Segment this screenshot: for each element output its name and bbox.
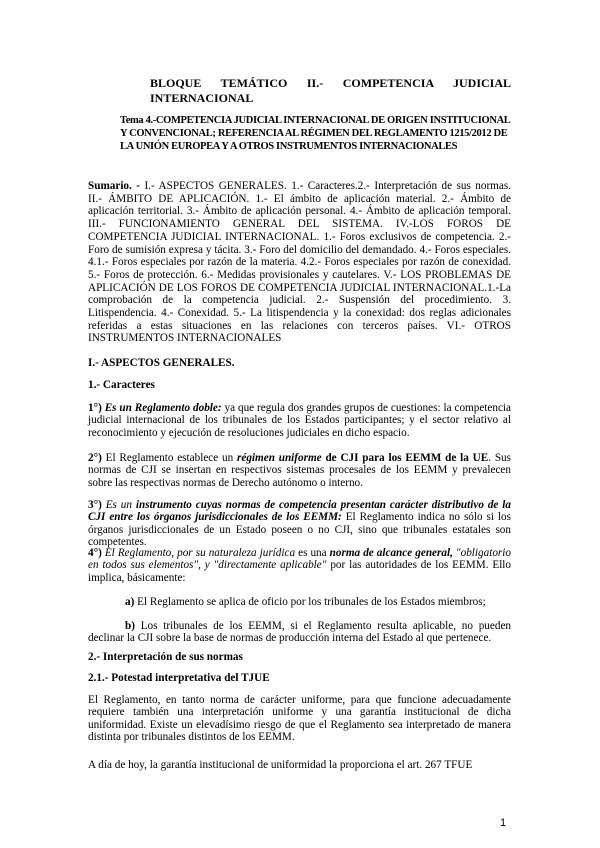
- p2-text-a: El Reglamento establece un: [101, 452, 238, 464]
- p4-emphasis: norma de alcance general,: [329, 547, 453, 559]
- subsection-interpretacion: 2.- Interpretación de sus normas: [88, 651, 243, 663]
- heading-line-1: BLOQUE TEMÁTICO II.- COMPETENCIA JUDICIAL: [150, 76, 511, 90]
- paragraph-6: A día de hoy, la garantía institucional de uniformidad la proporciona el art. 267 TFUE: [88, 759, 473, 771]
- pb-text: Los tribunales de los EEMM, si el Reglamento resulta aplicable, no pueden declinar la CJI sobre la base de normas de producción interna del Estado al que pertenece.: [88, 620, 511, 645]
- p4-number: 4°): [88, 547, 102, 559]
- pa-label: a): [125, 596, 135, 608]
- heading-line-2: INTERNACIONAL: [150, 91, 254, 105]
- p4-italic-1: El Reglamento, por su naturaleza jurídica: [101, 547, 296, 559]
- paragraph-2: [88, 452, 511, 489]
- p3-italic: Es un: [101, 499, 136, 511]
- summary-label: Sumario. -: [88, 180, 140, 192]
- p2-emphasis: régimen uniforme: [237, 452, 322, 464]
- p4-text-a: es una: [295, 547, 330, 559]
- p2-text: . Sus normas de CJI se insertan en respectivos sistemas procesales de los EEMM y prevalecen sobre las respectivas normas de Derecho autónomo o interno.: [88, 452, 511, 489]
- block-heading: [88, 76, 511, 106]
- p2-number: 2°): [88, 452, 102, 464]
- p1-text: ya que regula dos grandes grupos de cuestiones: la competencia judicial internacional de los tribunales de los Estados participantes; y el sector relativo al reconocimiento y ejecución de resoluciones judiciales en dicho espacio.: [88, 402, 512, 439]
- p3-number: 3°): [88, 499, 102, 511]
- summary-paragraph: [88, 180, 511, 345]
- paragraph-3: [88, 499, 511, 549]
- pb-label: b): [125, 620, 135, 632]
- p2-text-b: de CJI para los EEMM de la UE: [321, 452, 489, 464]
- subsection-potestad: 2.1.- Potestad interpretativa del TJUE: [88, 672, 270, 684]
- subsection-caracteres: 1.- Caracteres: [88, 379, 155, 391]
- theme-title: Tema 4.-COMPETENCIA JUDICIAL INTERNACIONAL DE ORIGEN INSTITUCIONAL Y CONVENCIONAL; REFERENCIA AL RÉGIMEN DEL REGLAMENTO 1215/2012 DE LA UNIÓN EUROPEA Y A OTROS INSTRUMENTOS INTERNACIONALES: [120, 115, 510, 152]
- p4-text: por las autoridades de los EEMM. Ello implica, básicamente:: [88, 559, 512, 584]
- paragraph-5: El Reglamento, en tanto norma de carácter uniforme, para que funcione adecuadamente requiere también una interpretación uniforme y una garantía institucional de dicha uniformidad. Existe un elevadísimo riesgo de que el Reglamento sea interpretado de manera distinta por tribunales distintos de los EEMM.: [88, 694, 511, 744]
- p4-italic-2: "obligatorio en todos sus elementos", y "directamente aplicable": [88, 547, 511, 572]
- section-heading-1: I.- ASPECTOS GENERALES.: [88, 357, 235, 369]
- pa-text: El Reglamento se aplica de oficio por los tribunales de los Estados miembros;: [134, 596, 486, 608]
- paragraph-1: [88, 402, 511, 439]
- p3-emphasis: instrumento cuyas normas de competencia presentan carácter distributivo de la CJI entre los órganos jurisdiccionales de los EEMM:: [88, 499, 512, 524]
- paragraph-a: [125, 596, 511, 608]
- p1-number: 1°): [88, 402, 102, 414]
- p3-text: El Reglamento indica no sólo si los órganos jurisdiccionales de un Estado poseen o no CJI, sino que tribunales estatales son competentes.: [88, 511, 511, 549]
- paragraph-b: [88, 620, 511, 645]
- page-number: 1: [500, 817, 507, 829]
- summary-text: I.- ASPECTOS GENERALES. 1.- Caracteres.2.- Interpretación de sus normas. II.- ÁMBITO DE APLICACIÓN. 1.- El ámbito de aplicación material. 2.- Ámbito de aplicación territorial. 3.- Ámbito de aplicación personal. 4.- Ámbito de aplicación temporal. III.- FUNCIONAMIENTO GENERAL DEL SISTEMA. IV.-LOS FOROS DE COMPETENCIA JUDICIAL INTERNACIONAL. 1.- Foros exclusivos de competencia. 2.- Foro de sumisión expresa y tácita. 3.- Foro del domicilio del demandado. 4.- Foros especiales. 4.1.- Foros especiales por razón de la materia. 4.2.- Foros especiales por razón de conexidad. 5.- Foros de protección. 6.- Medidas provisionales y cautelares. V.- LOS PROBLEMAS DE APLICACIÓN DE LOS FOROS DE COMPETENCIA JUDICIAL INTERNACIONAL.1.-La comprobación de la competencia judicial. 2.- Suspensión del procedimiento. 3. Litispendencia. 4.- Conexidad. 5.- La litispendencia y la conexidad: dos reglas adicionales referidas a estas situaciones en las relaciones con terceros países. VI.- OTROS INSTRUMENTOS INTERNACIONALES: [88, 180, 512, 345]
- p1-emphasis: Es un Reglamento doble:: [101, 402, 222, 414]
- paragraph-4: [88, 547, 511, 584]
